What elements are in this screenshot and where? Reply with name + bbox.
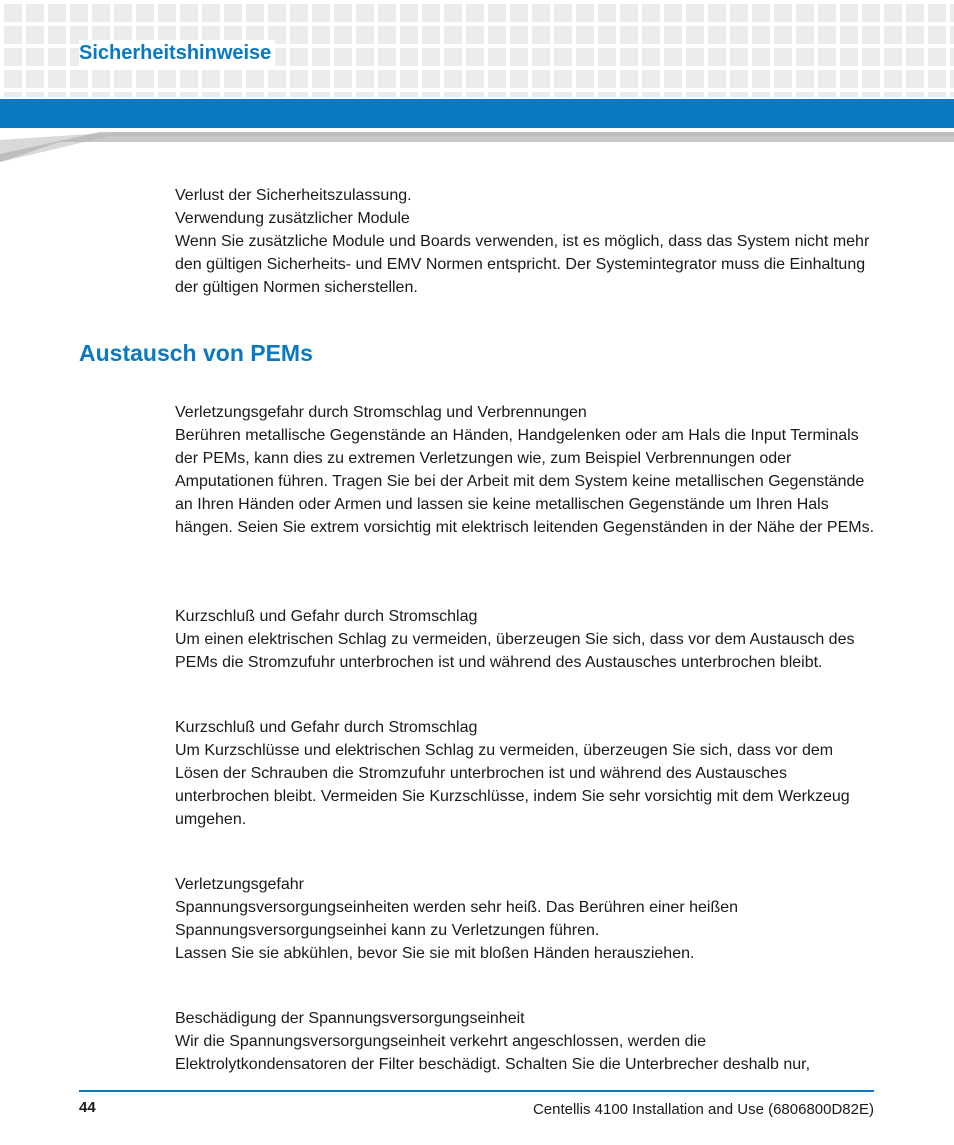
section-title: Austausch von PEMs [79,340,313,366]
intro-block [175,184,875,299]
warning-text: Spannungsversorgungseinheiten werden sehr heiß. Das Berühren einer heißen Spannungsversorgungseinhei kann zu Verletzungen führen. [175,899,739,939]
warning-heading: Verletzungsgefahr [175,876,304,893]
warning-block [175,605,875,674]
intro-paragraph: Wenn Sie zusätzliche Module und Boards verwenden, ist es möglich, dass das System nicht mehr den gültigen Sicherheits- und EMV Normen entspricht. Der Systemintegrator muss die Einhaltung der gültigen Normen sicherstellen. [175,233,870,296]
warning-text: Berühren metallische Gegenstände an Händen, Handgelenken oder am Hals die Input Terminals der PEMs, kann dies zu extremen Verletzungen wie, zum Beispiel Verbrennungen oder Amputationen führen. Tragen Sie bei der Arbeit mit dem System keine metallischen Gegenstände an Ihren Händen oder Armen und lassen sie keine metallischen Gegenstände um Ihren Hals hängen. Seien Sie extrem vorsichtig mit elektrisch leitenden Gegenständen in der Nähe der PEMs. [175,427,875,536]
document-reference: Centellis 4100 Installation and Use (6806800D82E) [532,1101,874,1118]
footer-rule [79,1090,874,1092]
warning-block [175,873,875,965]
warning-heading: Kurzschluß und Gefahr durch Stromschlag [175,608,478,625]
warning-block [175,1007,875,1076]
warning-text: Wir die Spannungsversorgungseinheit verkehrt angeschlossen, werden die Elektrolytkondensatoren der Filter beschädigt. Schalten Sie die Unterbrecher deshalb nur, [175,1033,811,1073]
page-number: 44 [79,1099,96,1116]
warning-block [175,401,875,539]
header-gray-wedge [0,132,954,162]
warning-heading: Beschädigung der Spannungsversorgungseinheit [175,1010,525,1027]
warning-heading: Kurzschluß und Gefahr durch Stromschlag [175,719,478,736]
header-blue-bar [0,99,954,128]
intro-line: Verwendung zusätzlicher Module [175,210,410,227]
warning-text: Um einen elektrischen Schlag zu vermeiden, überzeugen Sie sich, dass vor dem Austausch des PEMs die Stromzufuhr unterbrochen ist und während des Austausches unterbrochen bleibt. [175,631,855,671]
warning-heading: Verletzungsgefahr durch Stromschlag und Verbrennungen [175,404,587,421]
intro-line: Verlust der Sicherheitszulassung. [175,187,412,204]
warning-text: Um Kurzschlüsse und elektrischen Schlag zu vermeiden, überzeugen Sie sich, dass vor dem Lösen der Schrauben die Stromzufuhr unterbrochen ist und während des Austausches unterbrochen bleibt. Vermeiden Sie Kurzschlüsse, indem Sie sehr vorsichtig mit dem Werkzeug umgehen. [175,742,850,828]
warning-block [175,716,875,831]
warning-text-extra: Lassen Sie sie abkühlen, bevor Sie sie mit bloßen Händen herausziehen. [175,945,695,962]
chapter-title: Sicherheitshinweise [79,40,275,67]
